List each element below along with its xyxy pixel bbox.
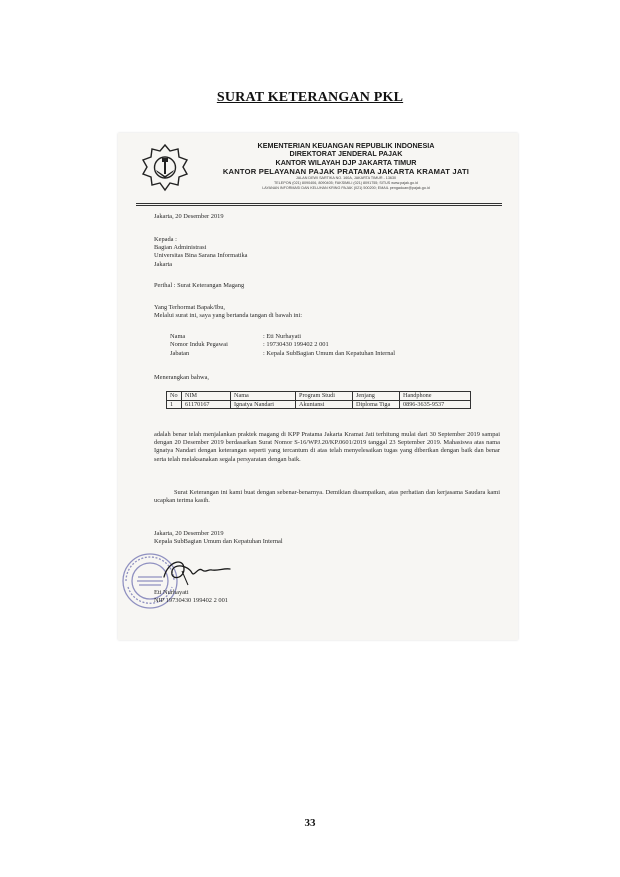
letterhead-line1: KEMENTERIAN KEUANGAN REPUBLIK INDONESIA	[257, 141, 435, 150]
letterhead-line4: KANTOR PELAYANAN PAJAK PRATAMA JAKARTA KRAMAT JATI	[222, 167, 470, 177]
closing-block	[154, 530, 283, 546]
letterhead-divider	[136, 203, 502, 206]
recipient-line3: Jakarta	[154, 260, 173, 268]
closing-name: Eti Nurhayati	[154, 589, 189, 596]
cell-no: 1	[167, 400, 182, 409]
page-number: 33	[304, 817, 316, 829]
recipient-line1: Bagian Administrasi	[154, 244, 207, 252]
table-row	[167, 400, 471, 409]
header-no: No	[167, 392, 182, 401]
body-paragraph-1: adalah benar telah menjalankan praktek magang di KPP Pratama Jakarta Kramat Jati terhitung mulai dari 30 September 2019 sampai dengan 20 Desember 2019 berdasarkan Surat Nomor S-16/WPJ.20/KP.0601/2019 tanggal 23 September 2019. Mahasiswa atas nama Ignatya Nandari dengan keterangan seperti yang tercantum di atas telah menyelesaikan tugas yang diberikan dengan baik dan benar serta telah melaksanakan segala persyaratan dengan baik.	[154, 431, 500, 463]
header-nama: Nama	[231, 392, 296, 401]
letterhead	[140, 139, 500, 205]
signer-position-row	[170, 350, 398, 358]
signer-nip-label: Nomor Induk Pegawai	[170, 341, 228, 349]
student-table	[166, 391, 471, 409]
letterhead-phone: TELEPON (021) 8090406, 8090405; FAKSIMILI (021) 8091755; SITUS www.pajak.go.id	[274, 181, 418, 186]
letter-states: Menerangkan bahwa,	[154, 374, 210, 381]
closing-nip: NIP 19730430 199402 2 001	[154, 597, 228, 605]
ministry-logo-icon	[140, 143, 190, 193]
letterhead-line3: KANTOR WILAYAH DJP JAKARTA TIMUR	[275, 157, 417, 167]
closing-position: Kepala SubBagian Umum dan Kepatuhan Internal	[154, 538, 283, 546]
recipient-label: Kepada :	[154, 236, 177, 243]
recipient-line2: Universitas Bina Sarana Informatika	[154, 252, 248, 260]
letterhead-text	[196, 142, 496, 191]
recipient-block	[154, 236, 248, 269]
page-heading: SURAT KETERANGAN PKL	[216, 90, 404, 105]
cell-nim: 61170167	[182, 400, 231, 409]
signature-icon	[154, 555, 234, 587]
signer-block	[154, 589, 228, 605]
letter-greeting: Yang Terhormat Bapak/Ibu,	[154, 304, 226, 311]
scanned-letter	[118, 133, 518, 640]
letter-intro: Melalui surat ini, saya yang bertanda tangan di bawah ini:	[154, 312, 303, 320]
header-jenjang: Jenjang	[353, 392, 400, 401]
letter-subject: Perihal : Surat Keterangan Magang	[154, 282, 245, 289]
cell-jenjang: Diploma Tiga	[353, 400, 400, 409]
cell-nama: Ignatya Nandari	[231, 400, 296, 409]
cell-program-studi: Akuntansi	[296, 400, 353, 409]
letterhead-line2: DIREKTORAT JENDERAL PAJAK	[289, 149, 403, 159]
letter-date: Jakarta, 20 Desember 2019	[154, 213, 224, 220]
signer-name-row	[170, 333, 398, 341]
greeting-block	[154, 304, 302, 320]
closing-date: Jakarta, 20 Desember 2019	[154, 530, 224, 537]
letterhead-service: LAYANAN INFORMASI DAN KELUHAN KRING PAJAK (021) 500200; EMAIL pengaduan@pajak.go.id	[262, 186, 430, 191]
signer-position-label: Jabatan	[170, 349, 190, 357]
cell-handphone: 0896-3635-9537	[400, 400, 471, 409]
signer-position-value: : Kepala SubBagian Umum dan Kepatuhan Internal	[263, 349, 396, 357]
body-paragraph-2: Surat Keterangan ini kami buat dengan sebenar-benarnya. Demikian disampaikan, atas perhatian dan kerjasama Saudara kami ucapkan terima kasih.	[154, 489, 500, 505]
header-program-studi: Program Studi	[296, 392, 353, 401]
signer-name-value: : Eti Nurhayati	[263, 333, 301, 340]
signer-name-label: Nama	[170, 333, 186, 340]
signer-nip-row	[170, 341, 398, 349]
student-table-header	[167, 392, 471, 401]
signer-info-table	[170, 333, 398, 358]
header-handphone: Handphone	[400, 392, 471, 401]
letterhead-address: JALAN DEWI SARTIKA NO. 160A, JAKARTA TIMUR - 13630	[295, 176, 397, 181]
signer-nip-value: : 19730430 199402 2 001	[263, 341, 329, 349]
header-nim: NIM	[182, 392, 231, 401]
